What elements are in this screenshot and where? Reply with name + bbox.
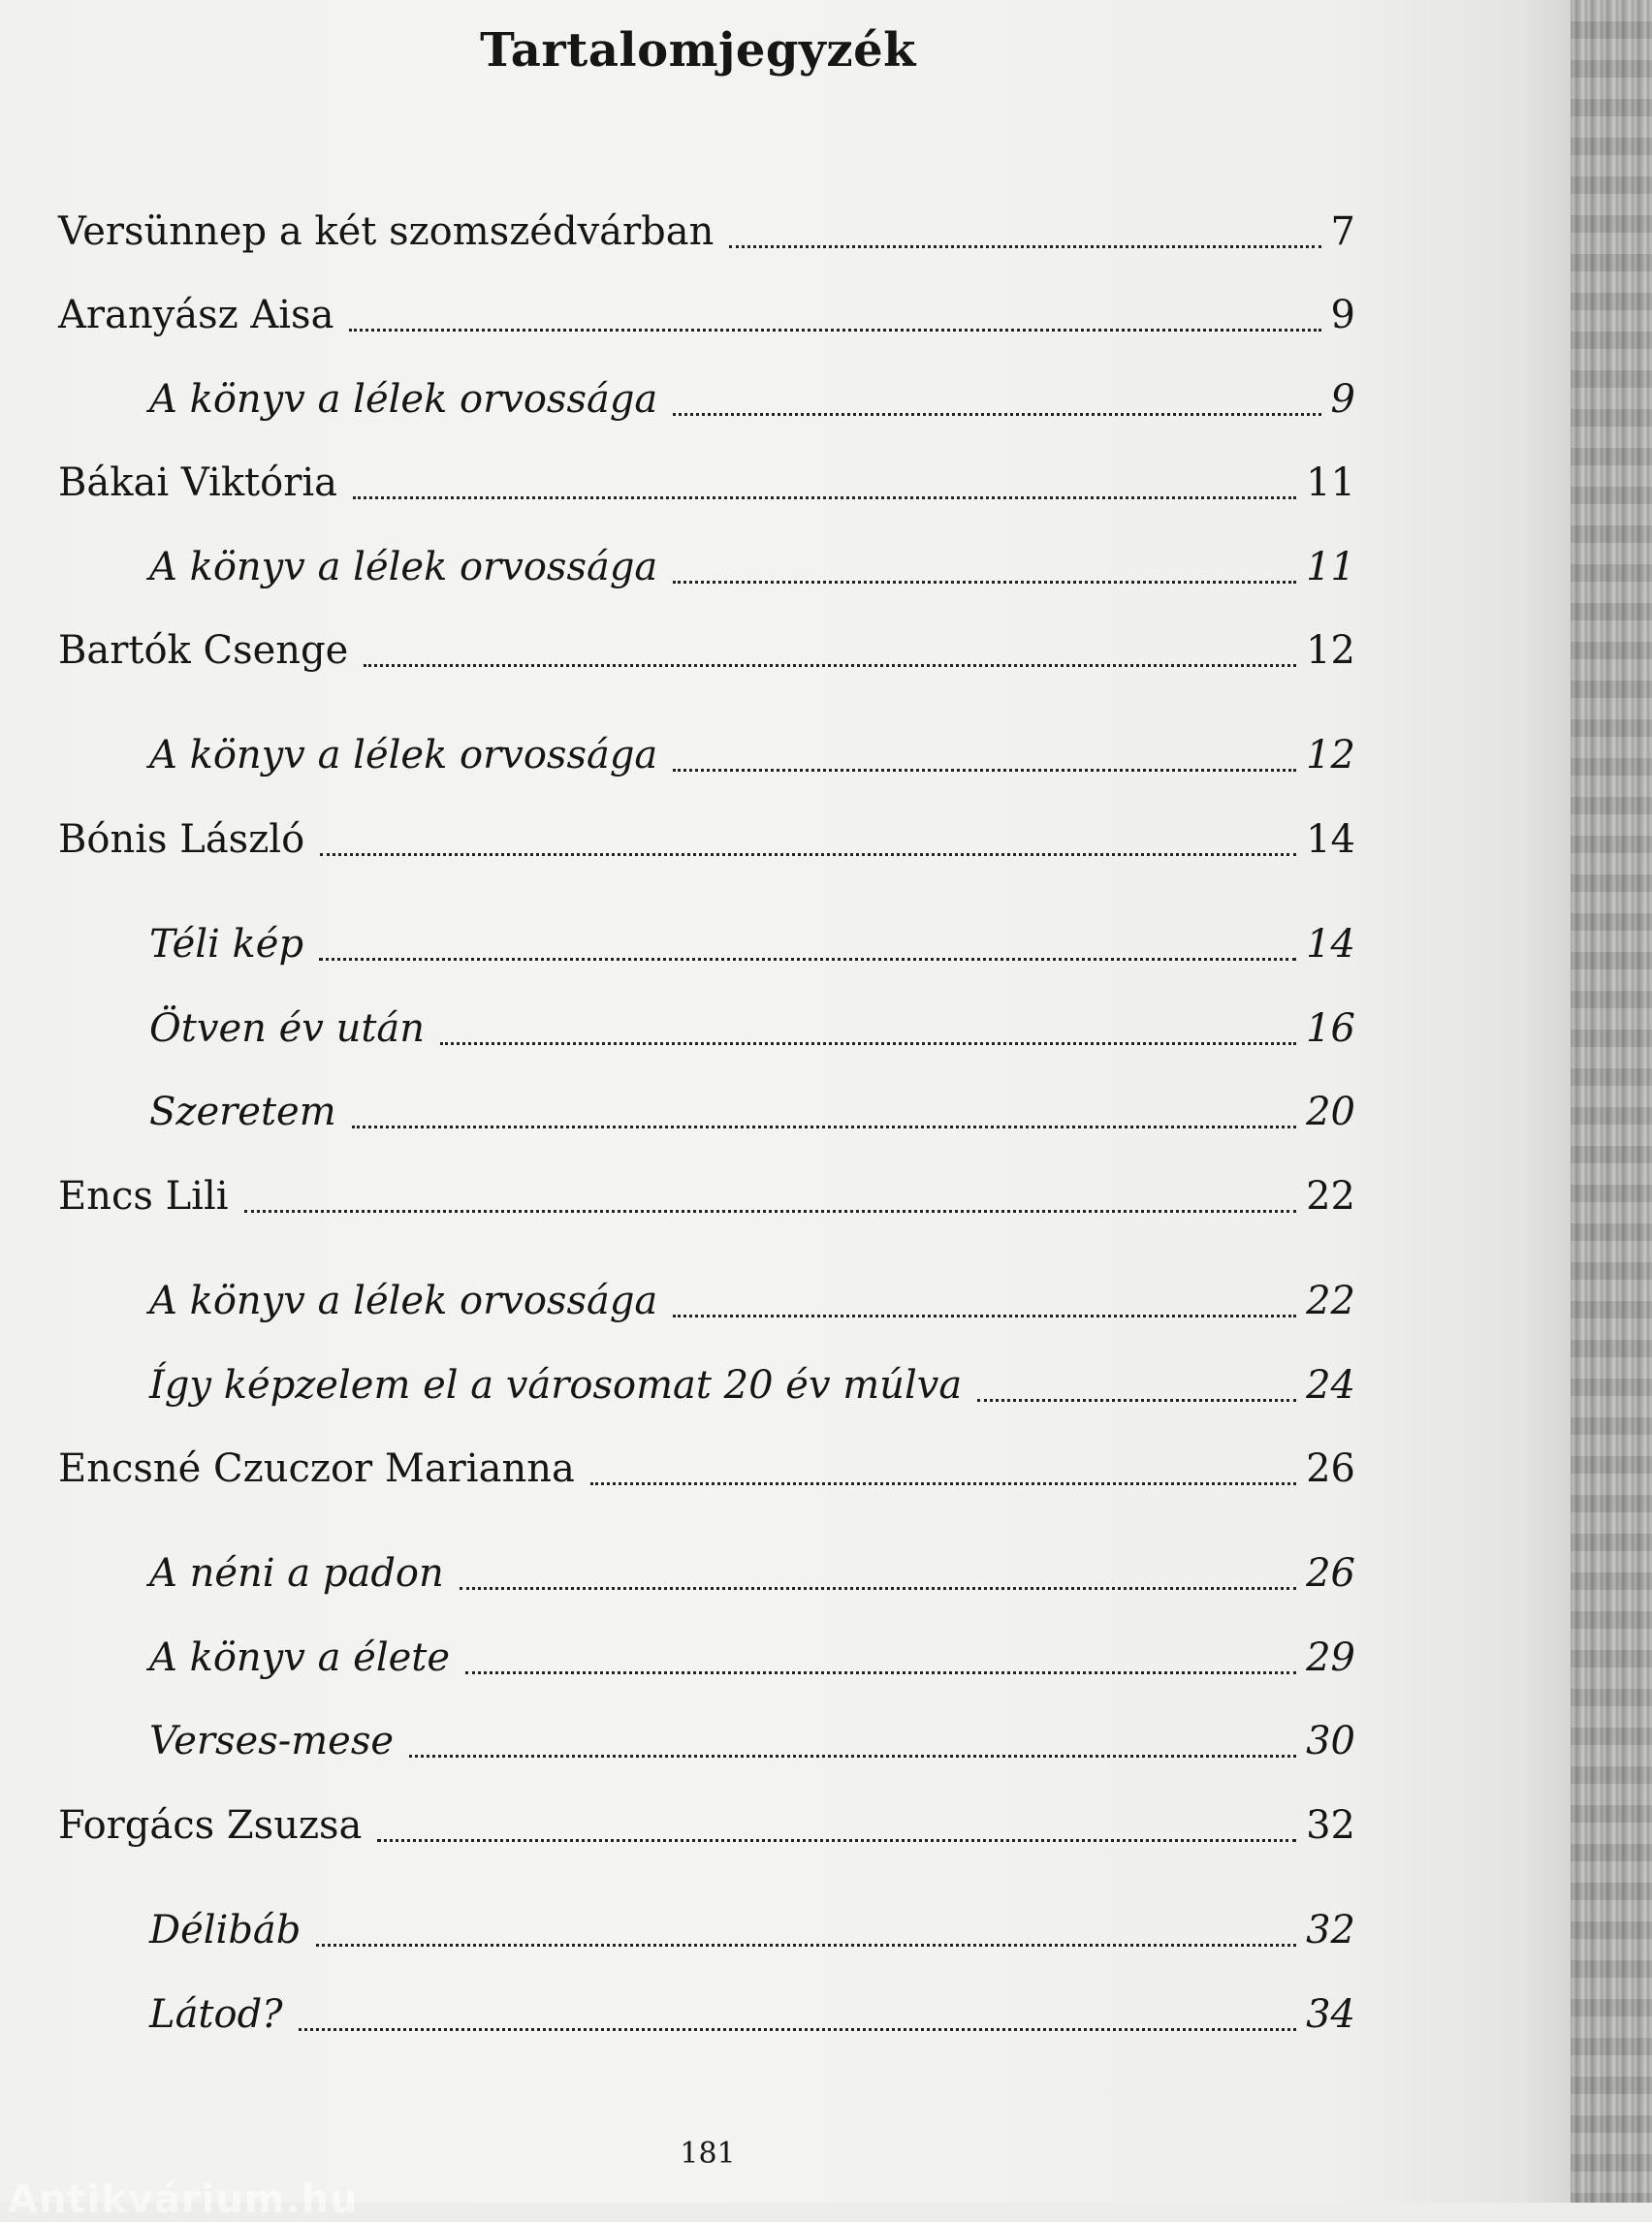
dotted-leader [320, 853, 1296, 856]
dotted-leader [377, 1839, 1296, 1842]
toc-entry-title: Ötven év után [149, 1006, 426, 1051]
dotted-leader [465, 1671, 1296, 1674]
watermark: Antikvárium.hu [8, 2177, 359, 2222]
toc-entry-title: Forgács Zsuzsa [58, 1803, 363, 1848]
toc-entry-20 [149, 1992, 1355, 2050]
toc-entry-3 [58, 460, 1355, 519]
toc-entry-page: 7 [1330, 209, 1355, 254]
dotted-leader [977, 1399, 1296, 1402]
toc-entry-2 [149, 377, 1355, 435]
toc-entry-title: Így képzelem el a városomat 20 év múlva [149, 1363, 963, 1408]
toc-entry-5 [58, 628, 1355, 686]
toc-entry-page: 26 [1306, 1446, 1355, 1491]
toc-entry-page: 12 [1306, 733, 1355, 778]
dotted-leader [673, 413, 1320, 416]
dotted-leader [590, 1482, 1296, 1485]
page-number: 181 [680, 2137, 736, 2171]
toc-entry-title: Bartók Csenge [58, 628, 349, 673]
dotted-leader [673, 769, 1296, 772]
dotted-leader [409, 1755, 1296, 1758]
dotted-leader [244, 1210, 1297, 1213]
toc-entry-title: A könyv a lélek orvossága [149, 733, 658, 778]
toc-entry-page: 12 [1306, 628, 1355, 673]
dotted-leader [440, 1042, 1296, 1045]
dotted-leader [299, 2028, 1296, 2031]
toc-entry-14 [58, 1446, 1355, 1505]
toc-entry-12 [149, 1279, 1355, 1337]
dotted-leader [316, 1944, 1296, 1947]
toc-entry-title: Téli kép [149, 922, 304, 967]
toc-entry-9 [149, 1006, 1355, 1064]
toc-entry-page: 14 [1306, 817, 1355, 862]
toc-entry-page: 22 [1306, 1174, 1355, 1219]
toc-entry-title: A könyv a lélek orvossága [149, 1279, 658, 1323]
toc-entry-page: 34 [1306, 1992, 1355, 2037]
toc-entry-title: A néni a padon [149, 1551, 444, 1596]
toc-entry-10 [149, 1090, 1355, 1148]
toc-entry-1 [58, 293, 1355, 351]
toc-entry-6 [149, 733, 1355, 791]
dotted-leader [460, 1587, 1296, 1590]
toc-entry-page: 9 [1330, 377, 1355, 422]
dotted-leader [352, 1126, 1296, 1128]
toc-entry-17 [149, 1719, 1355, 1777]
toc-entry-title: Encsné Czuczor Marianna [58, 1446, 575, 1491]
toc-entry-16 [149, 1635, 1355, 1694]
dotted-leader [673, 1315, 1296, 1317]
toc-entry-title: Látod? [149, 1992, 283, 2037]
toc-entry-title: A könyv a élete [149, 1635, 451, 1680]
dotted-leader [673, 581, 1296, 584]
toc-entry-page: 30 [1306, 1719, 1355, 1763]
toc-entry-page: 22 [1306, 1279, 1355, 1323]
toc-entry-title: Délibáb [149, 1908, 302, 1952]
toc-entry-8 [149, 922, 1355, 980]
toc-entry-page: 11 [1306, 460, 1355, 505]
toc-entry-page: 11 [1306, 545, 1355, 589]
toc-entry-page: 32 [1306, 1908, 1355, 1952]
dotted-leader [349, 329, 1320, 332]
toc-entry-page: 24 [1306, 1363, 1355, 1408]
toc-entry-title: Encs Lili [58, 1174, 229, 1219]
toc-entry-11 [58, 1174, 1355, 1232]
dotted-leader [319, 958, 1296, 961]
book-page-edges [1571, 0, 1652, 2203]
toc-entry-page: 20 [1306, 1090, 1355, 1134]
toc-entry-title: Bákai Viktória [58, 460, 337, 505]
dotted-leader [729, 245, 1320, 248]
page-title: Tartalomjegyzék [480, 23, 916, 78]
toc-entry-page: 32 [1306, 1803, 1355, 1848]
toc-entry-18 [58, 1803, 1355, 1861]
toc-entry-0 [58, 209, 1355, 268]
toc-entry-page: 26 [1306, 1551, 1355, 1596]
dotted-leader [364, 664, 1296, 667]
toc-entry-page: 29 [1306, 1635, 1355, 1680]
toc-entry-title: Verses-mese [149, 1719, 395, 1763]
toc-entry-title: Aranyász Aisa [58, 293, 334, 337]
toc-entry-page: 14 [1306, 922, 1355, 967]
toc-entry-15 [149, 1551, 1355, 1609]
toc-entry-title: A könyv a lélek orvossága [149, 377, 658, 422]
toc-entry-title: Szeretem [149, 1090, 336, 1134]
toc-entry-4 [149, 545, 1355, 603]
toc-entry-page: 16 [1306, 1006, 1355, 1051]
toc-entry-title: A könyv a lélek orvossága [149, 545, 658, 589]
toc-entry-13 [149, 1363, 1355, 1421]
toc-entry-title: Versünnep a két szomszédvárban [58, 209, 715, 254]
toc-entry-title: Bónis László [58, 817, 305, 862]
toc-entry-7 [58, 817, 1355, 875]
toc-entry-page: 9 [1330, 293, 1355, 337]
dotted-leader [353, 496, 1296, 499]
toc-entry-19 [149, 1908, 1355, 1966]
